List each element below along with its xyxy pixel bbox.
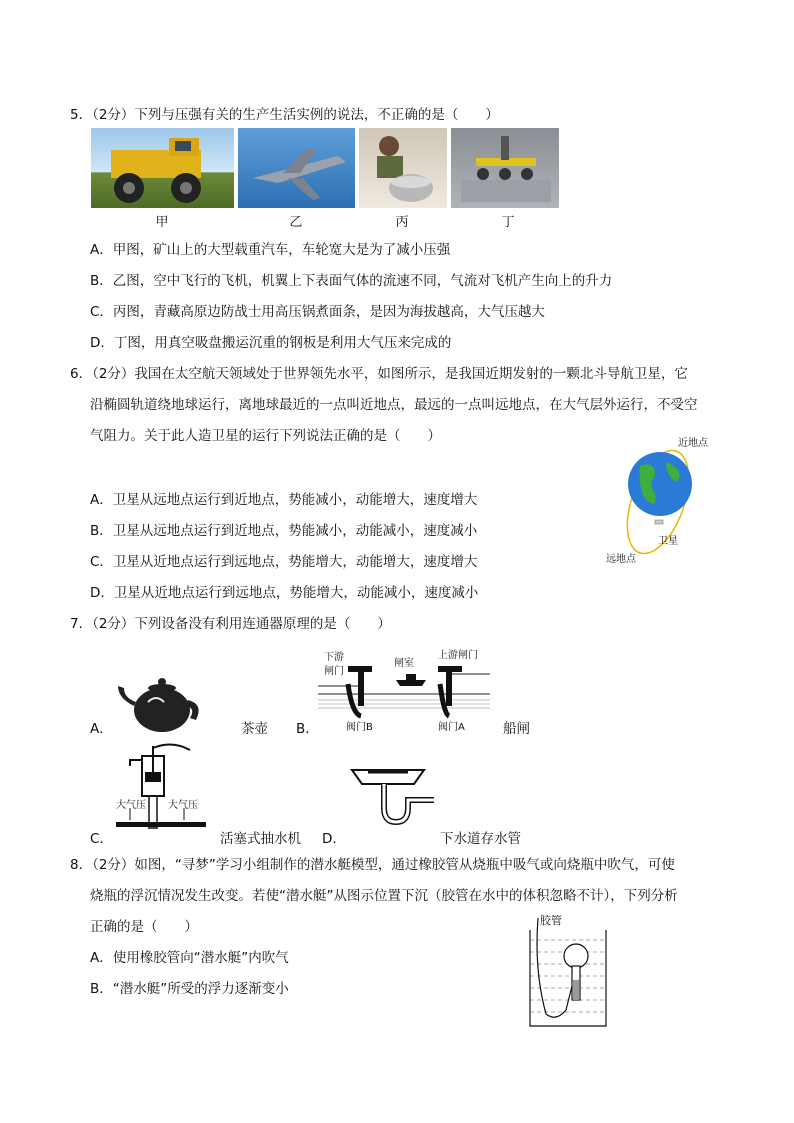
q7-stem: 7．（2分）下列设备没有利用连通器原理的是（ ） [70,616,391,632]
q7-option-c-text: 活塞式抽水机 [220,831,301,847]
q7-option-d-text: 下水道存水管 [440,831,521,847]
q5-option-b: B．乙图，空中飞行的飞机，机翼上下表面气体的流速不同，气流对飞机产生向上的升力 [90,273,613,289]
q7-option-a-text: 茶壶 [241,721,268,737]
caption-bing: 丙 [395,215,409,230]
atm-pressure-left-label: 大气压 [116,800,146,811]
soldier-cooker-photo [359,128,447,208]
atm-pressure-right-label: 大气压 [168,800,198,811]
valve-b-label: 阀门B [346,722,373,733]
caption-ding: 丁 [501,215,515,230]
q6-option-d: D．卫星从近地点运行到远地点，势能增大，动能减小，速度减小 [90,585,479,601]
q7-option-b-letter: B． [296,721,319,737]
q5-option-d: D．丁图，用真空吸盘搬运沉重的钢板是利用大气压来完成的 [90,335,452,351]
vacuum-lifter-photo [451,128,559,208]
q7-option-d-letter: D． [322,831,346,847]
piston-pump-diagram [112,742,210,838]
lock-chamber-label: 闸室 [394,658,414,669]
q8-stem-line2: 烧瓶的浮沉情况发生改变。若使“潜水艇”从图示位置下沉（胶管在水中的体积忽略不计），下列分析 [90,888,678,904]
rubber-tube-label: 胶管 [540,914,562,927]
q6-stem-line1: 6．（2分）我国在太空航天领域处于世界领先水平，如图所示，是我国近期发射的一颗北斗导航卫星，它 [70,366,688,382]
drain-trap-diagram [348,764,438,838]
satellite-label: 卫星 [658,536,678,547]
q8-option-b: B．“潜水艇”所受的浮力逐渐变小 [90,981,289,997]
q5-option-a: A．甲图，矿山上的大型载重汽车，车轮宽大是为了减小压强 [90,242,451,258]
caption-jia: 甲 [155,215,169,230]
q6-option-b: B．卫星从远地点运行到近地点，势能减小，动能减小，速度减小 [90,523,478,539]
lock-up-gate-label: 上游闸门 [438,650,478,661]
apogee-label: 远地点 [606,554,636,565]
q7-option-b-text: 船闸 [503,721,530,737]
q8-stem-line3: 正确的是（ ） [90,919,198,935]
q8-stem-line1: 8．（2分）如图，“寻梦”学习小组制作的潜水艇模型，通过橡胶管从烧瓶中吸气或向烧瓶中吹气，可使 [70,857,675,873]
q6-option-a: A．卫星从远地点运行到近地点，势能减小，动能增大，速度增大 [90,492,478,508]
q6-stem-line2: 沿椭圆轨道绕地球运行，离地球最近的一点叫近地点，最远的一点叫远地点，在大气层外运行，不受空 [90,397,698,413]
q8-option-a: A．使用橡胶管向“潜水艇”内吹气 [90,950,289,966]
teapot-image [112,672,204,734]
q5-option-c: C．丙图，青藏高原边防战士用高压锅煮面条，是因为海拔越高，大气压越大 [90,304,545,320]
perigee-label: 近地点 [678,438,708,449]
caption-yi: 乙 [289,215,303,230]
q6-stem-line3: 气阻力。关于此人造卫星的运行下列说法正确的是（ ） [90,428,441,444]
satellite-orbit-figure [600,432,710,565]
submarine-model-figure [526,910,612,1030]
q7-option-c-letter: C． [90,831,113,847]
jet-photo [238,128,355,208]
q5-stem: 5．（2分）下列与压强有关的生产生活实例的说法，不正确的是（ ） [70,107,499,123]
valve-a-label: 阀门A [438,722,465,733]
q6-option-c: C．卫星从近地点运行到远地点，势能增大，动能增大，速度增大 [90,554,478,570]
q7-option-a-letter: A． [90,721,113,737]
truck-photo [91,128,234,208]
ship-lock-diagram [318,644,490,734]
lock-down-gate-label-2: 闸门 [324,666,344,677]
lock-down-gate-label: 下游 [324,652,344,663]
